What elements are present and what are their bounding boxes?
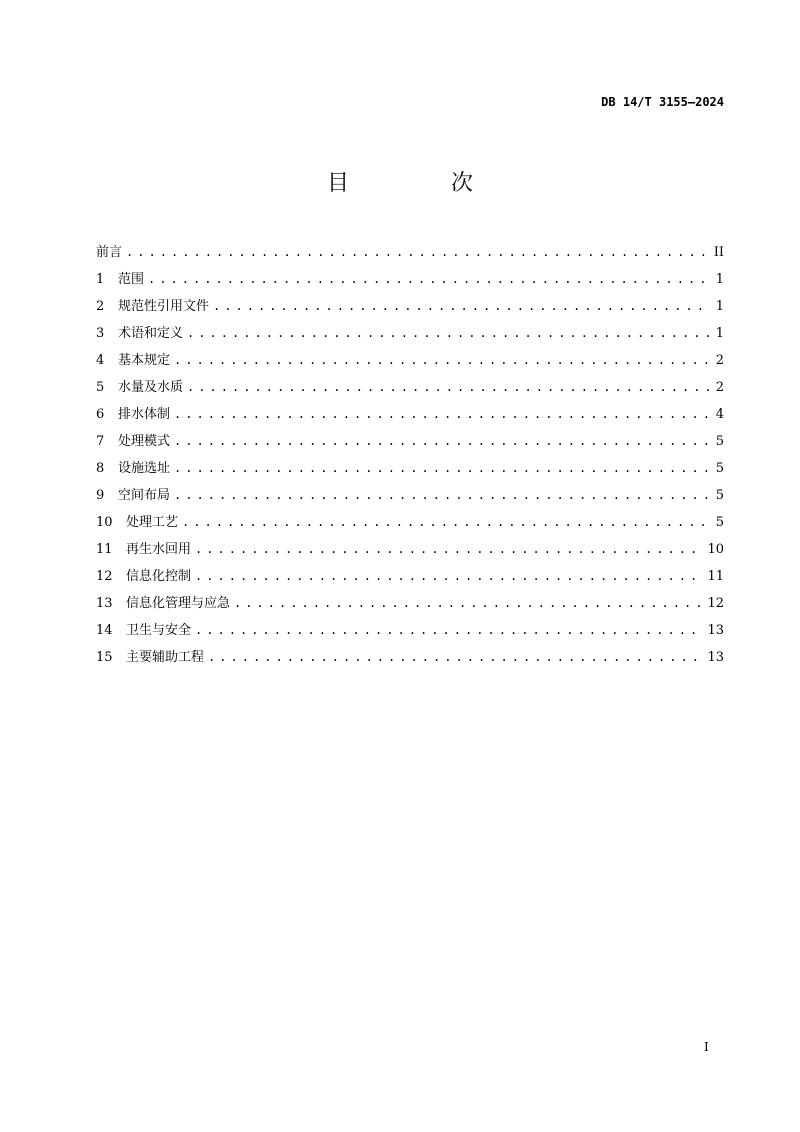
toc-entry-page: 11 [707,569,724,584]
toc-entry-page: 5 [715,461,724,476]
toc-leader-dots [174,404,710,424]
toc-entry-number: 12 [96,569,113,584]
toc-entry-number: 6 [96,407,105,422]
toc-entry-page: 10 [707,542,724,557]
toc-leader-dots [187,377,710,397]
toc-entry-number: 11 [96,542,113,557]
page-title: 目 次 [326,171,513,196]
toc-entry-number: 8 [96,461,105,476]
toc-entry-5[interactable] [96,377,724,404]
toc-entry-page: 5 [715,488,724,503]
toc-entry-page: II [713,245,724,260]
toc-leader-dots [195,539,701,559]
toc-entry-label: 处理工艺 [126,515,179,530]
toc-entry-foreword[interactable] [96,242,724,269]
toc-entry-page: 1 [715,299,724,314]
toc-leader-dots [174,458,710,478]
toc-leader-dots [213,296,710,316]
toc-leader-dots [234,593,701,613]
toc-entry-number: 3 [96,326,105,341]
toc-entry-label: 空间布局 [118,488,171,503]
toc-entry-page: 2 [715,380,724,395]
toc-entry-7[interactable] [96,431,724,458]
toc-entry-label: 术语和定义 [118,326,184,341]
toc-entry-page: 13 [707,650,724,665]
toc-leader-dots [148,269,710,289]
toc-entry-number: 14 [96,623,113,638]
toc-entry-label: 设施选址 [118,461,171,476]
toc-leader-dots [195,620,701,640]
toc-entry-page: 5 [715,515,724,530]
toc-leader-dots [182,512,710,532]
toc-entry-14[interactable] [96,620,724,647]
toc-entry-number: 15 [96,650,113,665]
toc-entry-3[interactable] [96,323,724,350]
toc-entry-label: 基本规定 [118,353,171,368]
toc-entry-number: 13 [96,596,113,611]
toc-entry-label: 排水体制 [118,407,171,422]
toc-entry-number: 9 [96,488,105,503]
toc-entry-11[interactable] [96,539,724,566]
toc-entry-page: 4 [715,407,724,422]
toc-entry-label: 处理模式 [118,434,171,449]
toc-entry-13[interactable] [96,593,724,620]
toc-entry-number: 1 [96,272,105,287]
page-number: I [704,1040,709,1054]
toc-entry-label: 信息化管理与应急 [126,596,231,611]
toc-entry-label: 水量及水质 [118,380,184,395]
toc-entry-label: 卫生与安全 [126,623,192,638]
toc-entry-9[interactable] [96,485,724,512]
toc-leader-dots [195,566,701,586]
toc-entry-page: 12 [707,596,724,611]
toc-entry-label: 范围 [118,272,145,287]
toc-leader-dots [126,242,708,262]
toc-entry-10[interactable] [96,512,724,539]
toc-entry-number: 5 [96,380,105,395]
toc-entry-1[interactable] [96,269,724,296]
toc-entry-label: 前言 [96,245,123,260]
toc-entry-page: 13 [707,623,724,638]
toc-entry-page: 5 [715,434,724,449]
toc-leader-dots [208,647,701,667]
toc-entry-page: 2 [715,353,724,368]
table-of-contents [96,242,724,674]
standard-code: DB 14/T 3155—2024 [601,95,724,109]
toc-entry-label: 主要辅助工程 [126,650,205,665]
toc-entry-number: 7 [96,434,105,449]
toc-entry-number: 4 [96,353,105,368]
toc-entry-2[interactable] [96,296,724,323]
toc-entry-number: 2 [96,299,105,314]
toc-entry-6[interactable] [96,404,724,431]
toc-entry-page: 1 [715,326,724,341]
toc-entry-4[interactable] [96,350,724,377]
toc-entry-label: 再生水回用 [126,542,192,557]
toc-entry-15[interactable] [96,647,724,674]
toc-leader-dots [174,350,710,370]
toc-leader-dots [174,431,710,451]
toc-entry-label: 信息化控制 [126,569,192,584]
toc-entry-12[interactable] [96,566,724,593]
toc-leader-dots [174,485,710,505]
toc-entry-8[interactable] [96,458,724,485]
toc-entry-page: 1 [715,272,724,287]
toc-entry-number: 10 [96,515,113,530]
toc-leader-dots [187,323,710,343]
toc-entry-label: 规范性引用文件 [118,299,210,314]
